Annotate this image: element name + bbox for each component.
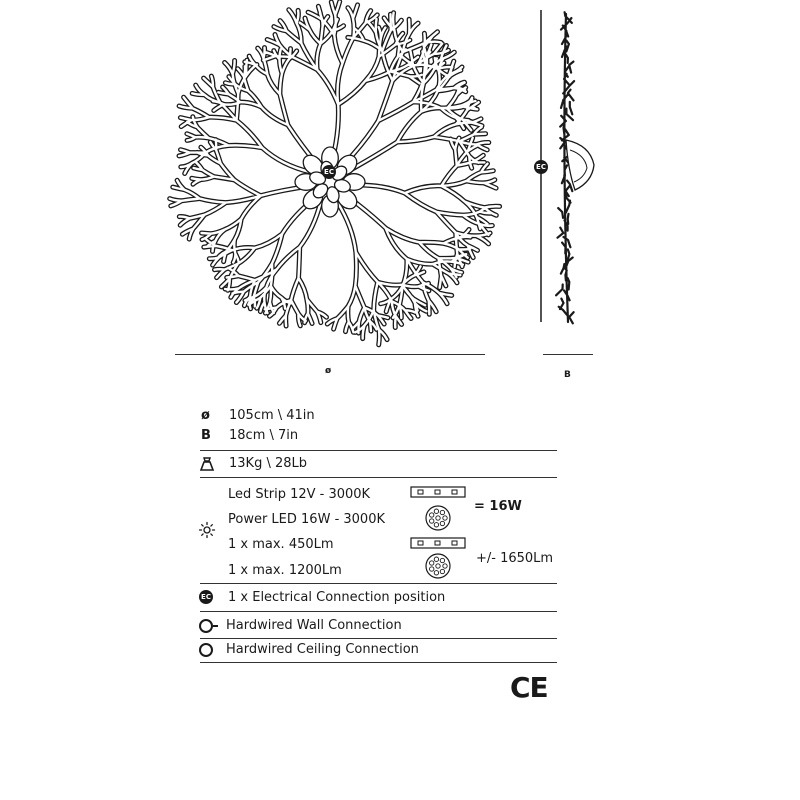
ce-mark: CE (510, 671, 548, 704)
diameter-dimension-label: ø (325, 366, 332, 376)
diameter-symbol: ø (201, 408, 210, 423)
power-lumen-spec: 1 x max. 1200Lm (228, 563, 342, 578)
divider-2 (200, 477, 557, 478)
ec-position-text: 1 x Electrical Connection position (228, 590, 446, 605)
wall-connection-text: Hardwired Wall Connection (226, 618, 402, 633)
divider-6 (200, 662, 557, 663)
divider-4 (200, 611, 557, 612)
led-strip-icon (410, 485, 466, 499)
ec-position-icon: EC (199, 590, 213, 604)
strip-lumen-spec: 1 x max. 450Lm (228, 537, 334, 552)
led-strip-spec: Led Strip 12V - 3000K (228, 487, 371, 502)
depth-value: 18cm \ 7in (229, 428, 299, 443)
led-strip-icon (410, 536, 466, 550)
ceiling-connection-icon (199, 643, 213, 657)
weight-value: 13Kg \ 28Lb (229, 456, 307, 471)
power-led-icon (424, 504, 452, 532)
depth-dimension-line (543, 354, 593, 355)
divider-1 (200, 450, 557, 451)
ceiling-connection-text: Hardwired Ceiling Connection (226, 642, 419, 657)
light-bulb-icon (199, 522, 215, 538)
power-led-spec: Power LED 16W - 3000K (228, 512, 385, 527)
power-led-icon (424, 552, 452, 580)
front-ec-marker: EC (322, 165, 336, 179)
weight-icon (200, 457, 214, 471)
lumen-total: +/- 1650Lm (476, 551, 554, 566)
depth-dimension-label: B (564, 370, 571, 380)
diameter-value: 105cm \ 41in (229, 408, 315, 423)
side-ec-marker: EC (534, 160, 548, 174)
divider-5 (200, 638, 557, 639)
divider-3 (200, 583, 557, 584)
depth-symbol: B (201, 428, 211, 443)
wattage-total: = 16W (474, 499, 522, 514)
diameter-dimension-line (175, 354, 485, 355)
